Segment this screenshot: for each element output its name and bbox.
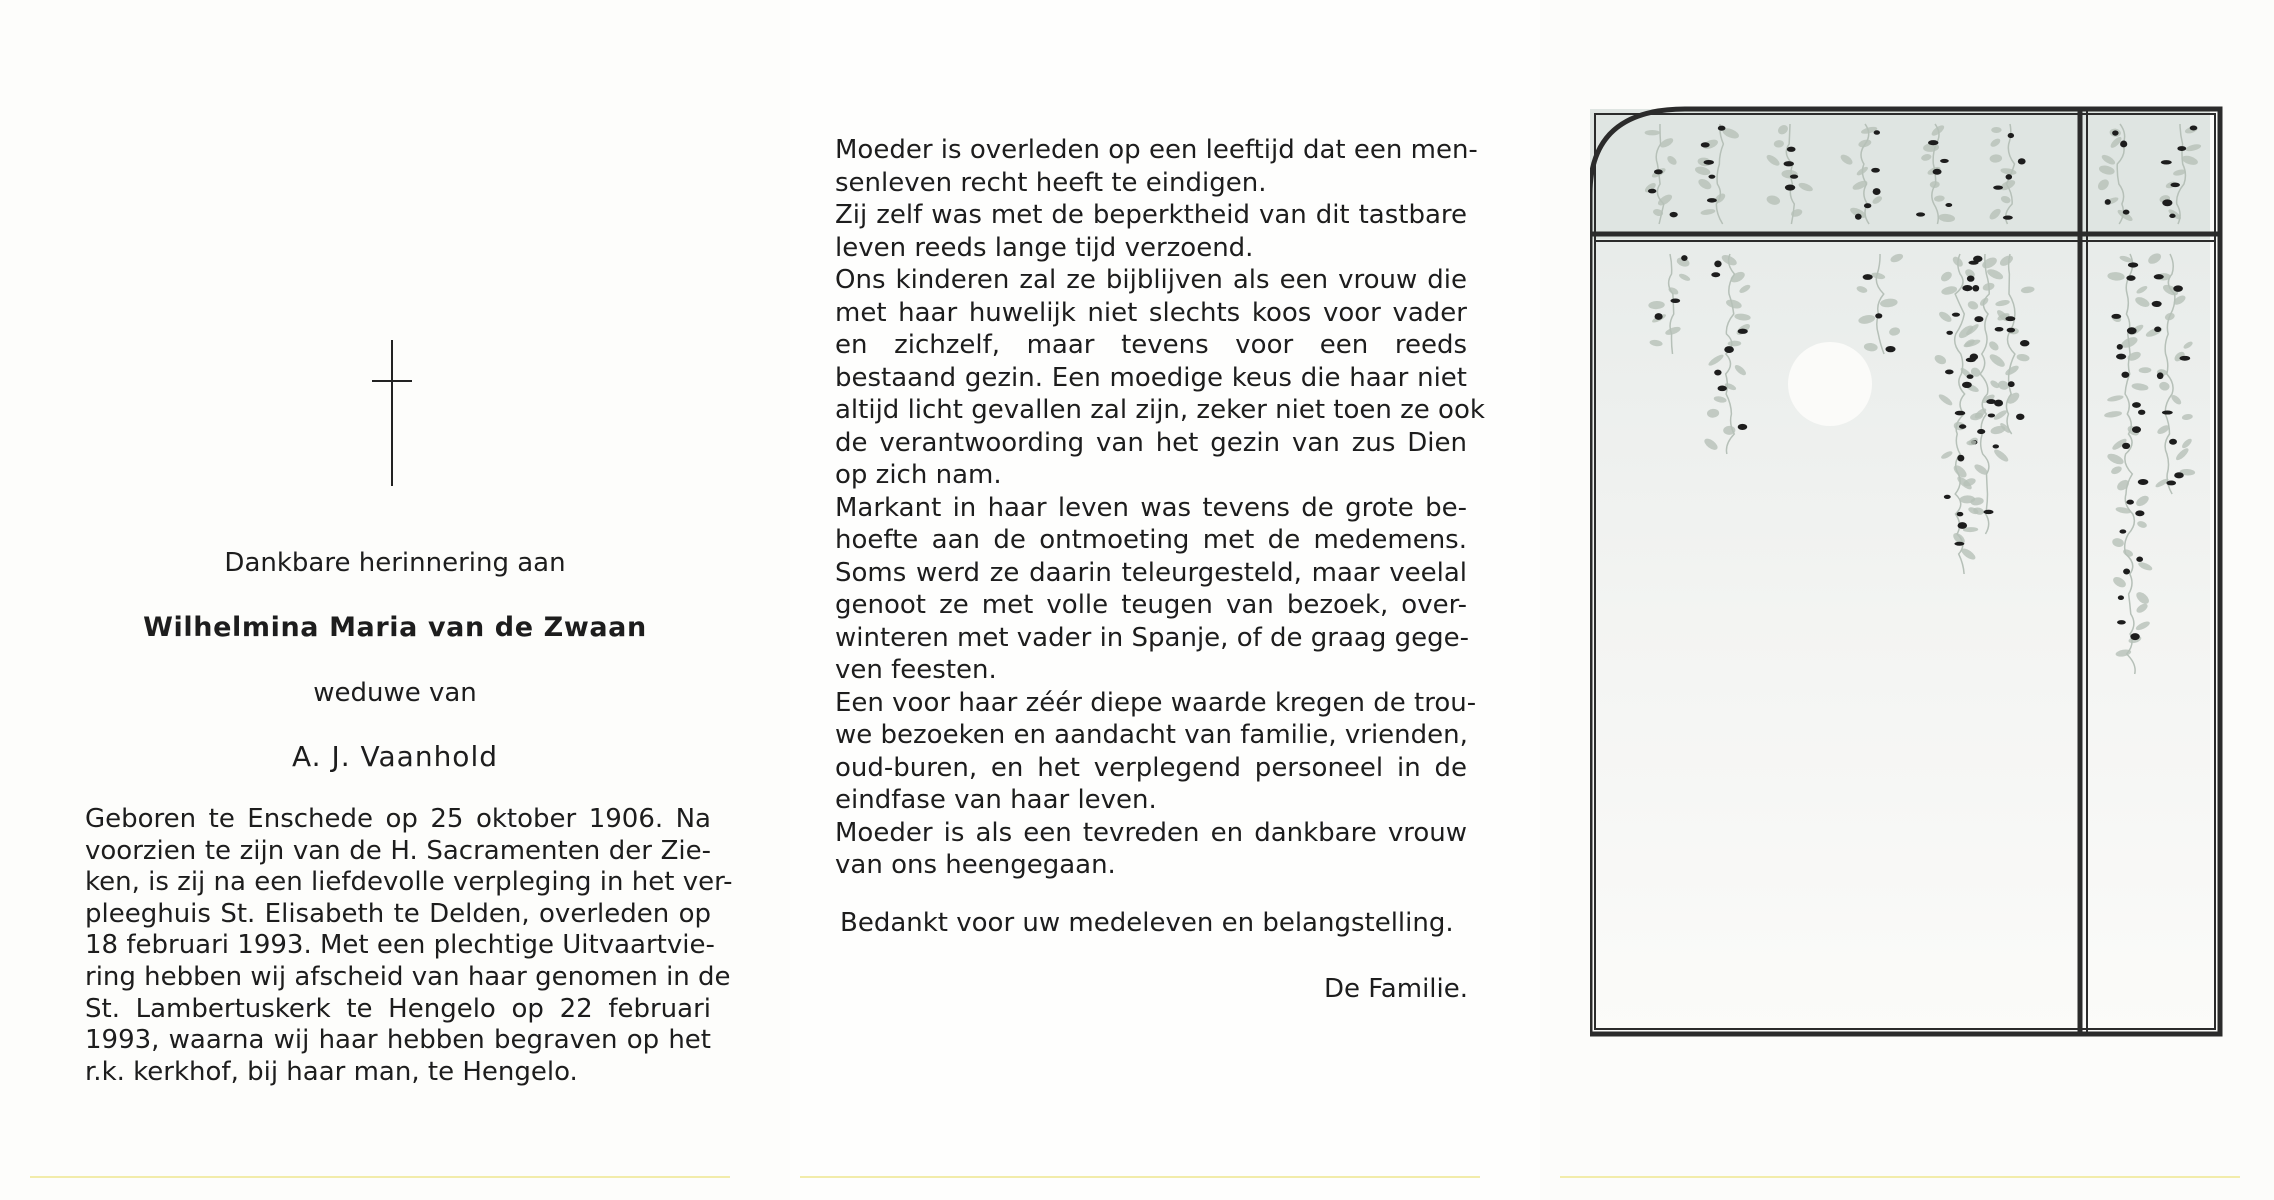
tribute-line: Ons kinderen zal ze bijblijven als een vrouw die [835,265,1467,295]
thanks-text: Bedankt voor uw medeleven en belangstelling. [840,908,1454,938]
biography-text [85,804,733,1088]
tribute-line: we bezoeken en aandacht van familie, vrienden, [835,720,1468,750]
paper-edge [800,1176,1480,1178]
biography-line: Geboren te Enschede op 25 oktober 1906. Na [85,804,711,834]
tribute-text [835,134,1485,882]
biography-line: pleeghuis St. Elisabeth te Delden, overleden op [85,898,711,929]
tribute-line: leven reeds lange tijd verzoend. [835,232,1254,263]
tribute-line: op zich nam. [835,460,1002,490]
biography-line: 18 februari 1993. Met een plechtige Uitvaartvie- [85,930,715,961]
tribute-line: de verantwoording van het gezin van zus Dien [835,427,1467,458]
tribute-line: winteren met vader in Spanje, of de graag gege- [835,622,1470,653]
tribute-line: eindfase van haar leven. [835,785,1157,815]
biography-line: St. Lambertuskerk te Hengelo op 22 februari [85,993,711,1024]
biography-line: 1993, waarna wij haar hebben begraven op het [85,1025,711,1056]
tribute-line: oud-buren, en het verplegend personeel in de [835,752,1467,783]
biography-line: r.k. kerkhof, bij haar man, te Hengelo. [85,1056,578,1087]
tribute-line: bestaand gezin. Een moedige keus die haar niet [835,362,1467,393]
tribute-line: Een voor haar zéér diepe waarde kregen de trou- [835,687,1477,718]
biography-line: ken, is zij na een liefdevolle verpleging in het ver- [85,867,733,898]
window-plants-illustration [1590,104,2230,1044]
spouse-name: A. J. Vaanhold [292,740,498,773]
tribute-line: Moeder is als een tevreden en dankbare vrouw [835,817,1467,848]
tribute-line: met haar huwelijk niet slechts koos voor vader [835,297,1467,328]
window-pane [1590,109,2210,1034]
biography-line: ring hebben wij afscheid van haar genomen in de [85,961,731,992]
tribute-line: senleven recht heeft te eindigen. [835,167,1267,198]
relation-text: weduwe van [313,678,477,708]
memorial-header: Dankbare herinnering aan [224,548,566,578]
family-signature: De Familie. [1323,974,1468,1004]
cross-icon [372,340,412,486]
tribute-line: en zichzelf, maar tevens voor een reeds [835,330,1467,360]
tribute-line: Soms werd ze daarin teleurgesteld, maar veelal [835,557,1467,588]
paper-edge [1560,1176,2240,1178]
deceased-name: Wilhelmina Maria van de Zwaan [143,612,647,643]
biography-line: voorzien te zijn van de H. Sacramenten der Zie- [85,835,711,866]
tribute-line: Markant in haar leven was tevens de grote be- [835,492,1467,523]
tribute-line: hoefte aan de ontmoeting met de medemens. [835,525,1467,555]
moon-icon [1788,342,1872,426]
left-panel [0,0,790,1200]
paper-edge [30,1176,730,1178]
tribute-line: altijd licht gevallen zal zijn, zeker niet toen ze ook [835,395,1485,425]
tribute-line: genoot ze met volle teugen van bezoek, over- [835,590,1467,620]
tribute-line: Moeder is overleden op een leeftijd dat een men- [835,135,1478,165]
tribute-line: van ons heengegaan. [835,850,1116,880]
tribute-line: ven feesten. [835,655,997,685]
tribute-line: Zij zelf was met de beperktheid van dit tastbare [835,200,1467,230]
